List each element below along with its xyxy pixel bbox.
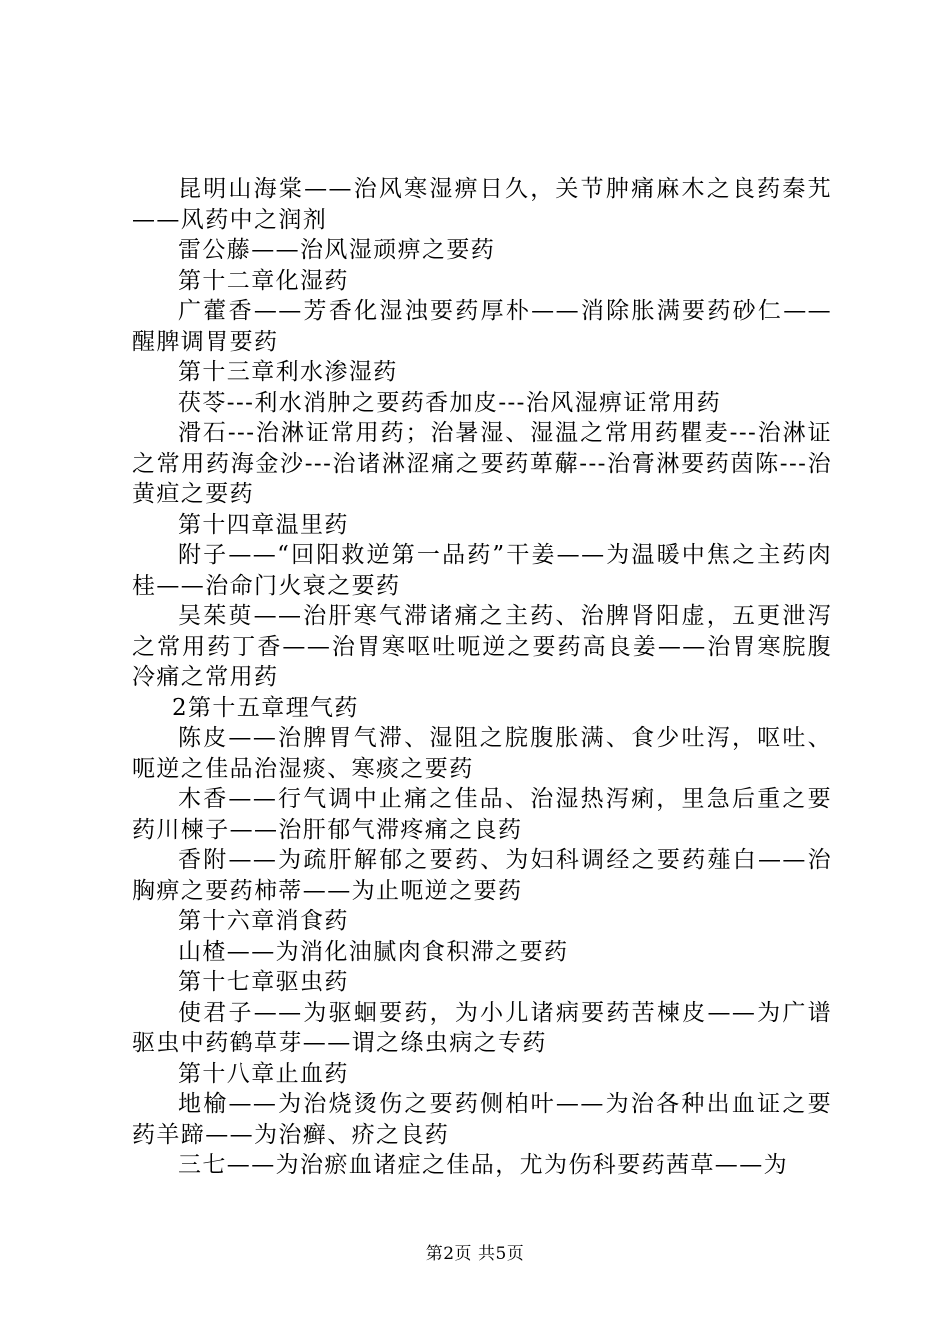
paragraph: 滑石---治淋证常用药；治暑湿、湿温之常用药瞿麦---治淋证之常用药海金沙---治诸淋涩痛之要药萆薢---治膏淋要药茵陈---治黄疸之要药 bbox=[132, 420, 832, 507]
chapter-heading: 第十三章利水渗湿药 bbox=[178, 359, 398, 385]
paragraph: 雷公藤——治风湿顽痹之要药 bbox=[178, 237, 496, 263]
document-body bbox=[132, 174, 832, 1181]
paragraph: 昆明山海棠——治风寒湿痹日久，关节肿痛麻木之良药秦艽——风药中之润剂 bbox=[132, 176, 832, 233]
paragraph: 附子——“回阳救逆第一品药”干姜——为温暖中焦之主药肉桂——治命门火衰之要药 bbox=[132, 542, 832, 599]
paragraph: 广藿香——芳香化湿浊要药厚朴——消除胀满要药砂仁——醒脾调胃要药 bbox=[132, 298, 832, 355]
paragraph: 使君子——为驱蛔要药，为小儿诸病要药苦楝皮——为广谱驱虫中药鹤草芽——谓之绦虫病之专药 bbox=[132, 999, 832, 1056]
chapter-heading: 2第十五章理气药 bbox=[172, 694, 359, 721]
chapter-heading: 第十四章温里药 bbox=[178, 511, 349, 538]
paragraph: 陈皮——治脾胃气滞、湿阻之脘腹胀满、食少吐泻，呕吐、呃逆之佳品治湿痰、寒痰之要药 bbox=[132, 725, 832, 782]
paragraph: 三七——为治瘀血诸症之佳品，尤为伤科要药茜草——为 bbox=[178, 1152, 788, 1178]
chapter-heading: 第十二章化湿药 bbox=[178, 267, 349, 294]
paragraph: 地榆——为治烧烫伤之要药侧柏叶——为治各种出血证之要药羊蹄——为治癣、疥之良药 bbox=[132, 1091, 832, 1148]
page-footer: 第2页 共5页 bbox=[425, 1244, 525, 1264]
paragraph: 山楂——为消化油腻肉食积滞之要药 bbox=[178, 938, 569, 965]
paragraph: 香附——为疏肝解郁之要药、为妇科调经之要药薤白——治胸痹之要药柿蒂——为止呃逆之要药 bbox=[132, 847, 832, 904]
paragraph: 茯苓---利水消肿之要药香加皮---治风湿痹证常用药 bbox=[178, 389, 722, 416]
chapter-heading: 第十六章消食药 bbox=[178, 908, 349, 934]
chapter-heading: 第十八章止血药 bbox=[178, 1060, 349, 1087]
paragraph: 吴茱萸——治肝寒气滞诸痛之主药、治脾肾阳虚，五更泄泻之常用药丁香——治胃寒呕吐呃逆之要药高良姜——治胃寒脘腹冷痛之常用药 bbox=[132, 603, 832, 690]
chapter-heading: 第十七章驱虫药 bbox=[178, 969, 349, 995]
paragraph: 木香——行气调中止痛之佳品、治湿热泻痢，里急后重之要药川楝子——治肝郁气滞疼痛之良药 bbox=[132, 786, 832, 843]
